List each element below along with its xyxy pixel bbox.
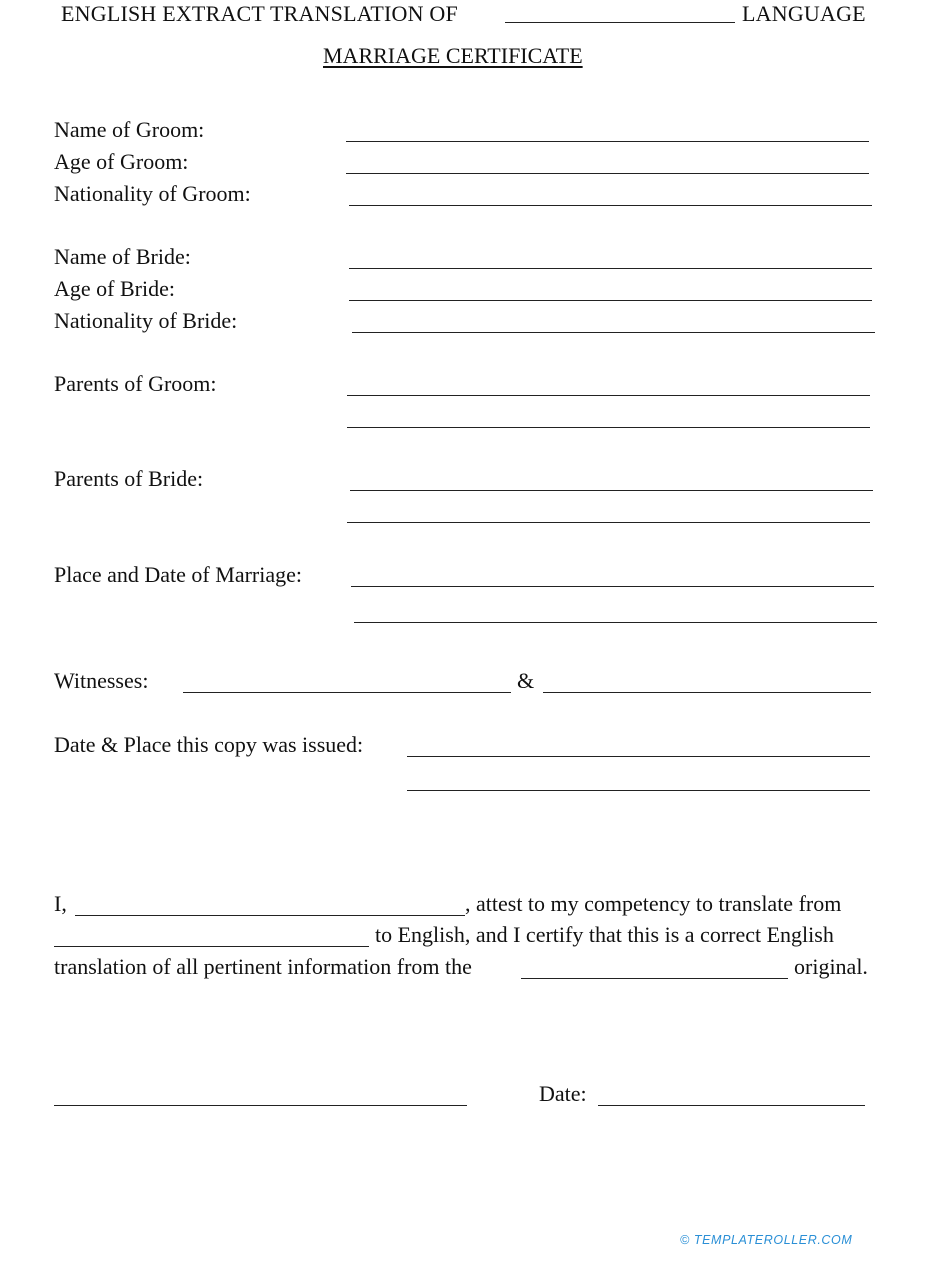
language-blank[interactable]: [505, 22, 735, 23]
attestation-line1-start: I,: [54, 891, 67, 916]
field-parents-of-bride-line-2[interactable]: [347, 522, 870, 523]
field-parents-of-groom-line-2[interactable]: [347, 427, 870, 428]
field-name-of-groom[interactable]: [346, 141, 869, 142]
field-parents-of-groom-line-1[interactable]: [347, 395, 870, 396]
attestation-line3-start: translation of all pertinent information from the: [54, 954, 472, 979]
label-witnesses: Witnesses:: [54, 668, 149, 693]
field-parents-of-bride-line-1[interactable]: [350, 490, 873, 491]
title-prefix: ENGLISH EXTRACT TRANSLATION OF: [61, 1, 458, 26]
label-nationality-of-groom: Nationality of Groom:: [54, 181, 251, 206]
field-date-place-issued-line-1[interactable]: [407, 756, 870, 757]
label-date-place-issued: Date & Place this copy was issued:: [54, 732, 364, 757]
field-signature[interactable]: [54, 1105, 467, 1106]
field-place-and-date-line-1[interactable]: [351, 586, 874, 587]
templateroller-watermark: © TEMPLATEROLLER.COM: [680, 1233, 853, 1247]
field-age-of-groom[interactable]: [346, 173, 869, 174]
document-subtitle: MARRIAGE CERTIFICATE: [323, 43, 583, 68]
label-nationality-of-bride: Nationality of Bride:: [54, 308, 238, 333]
field-date[interactable]: [598, 1105, 865, 1106]
field-age-of-bride[interactable]: [349, 300, 872, 301]
attestation-line2-end: to English, and I certify that this is a correct English: [375, 922, 834, 947]
field-translator-name[interactable]: [75, 915, 465, 916]
label-date: Date:: [539, 1081, 587, 1106]
field-nationality-of-bride[interactable]: [352, 332, 875, 333]
field-date-place-issued-line-2[interactable]: [407, 790, 870, 791]
field-place-and-date-line-2[interactable]: [354, 622, 877, 623]
field-name-of-bride[interactable]: [349, 268, 872, 269]
label-parents-of-groom: Parents of Groom:: [54, 371, 217, 396]
attestation-line3-end: original.: [794, 954, 868, 979]
field-source-language[interactable]: [54, 946, 369, 947]
witnesses-ampersand: &: [517, 668, 535, 693]
title-suffix: LANGUAGE: [742, 1, 866, 26]
label-name-of-bride: Name of Bride:: [54, 244, 191, 269]
attestation-line1-end: , attest to my competency to translate from: [465, 891, 842, 916]
label-age-of-bride: Age of Bride:: [54, 276, 175, 301]
label-name-of-groom: Name of Groom:: [54, 117, 205, 142]
label-age-of-groom: Age of Groom:: [54, 149, 189, 174]
field-original-language[interactable]: [521, 978, 788, 979]
label-parents-of-bride: Parents of Bride:: [54, 466, 204, 491]
field-witness-2[interactable]: [543, 692, 871, 693]
field-nationality-of-groom[interactable]: [349, 205, 872, 206]
field-witness-1[interactable]: [183, 692, 511, 693]
label-place-and-date-of-marriage: Place and Date of Marriage:: [54, 562, 302, 587]
